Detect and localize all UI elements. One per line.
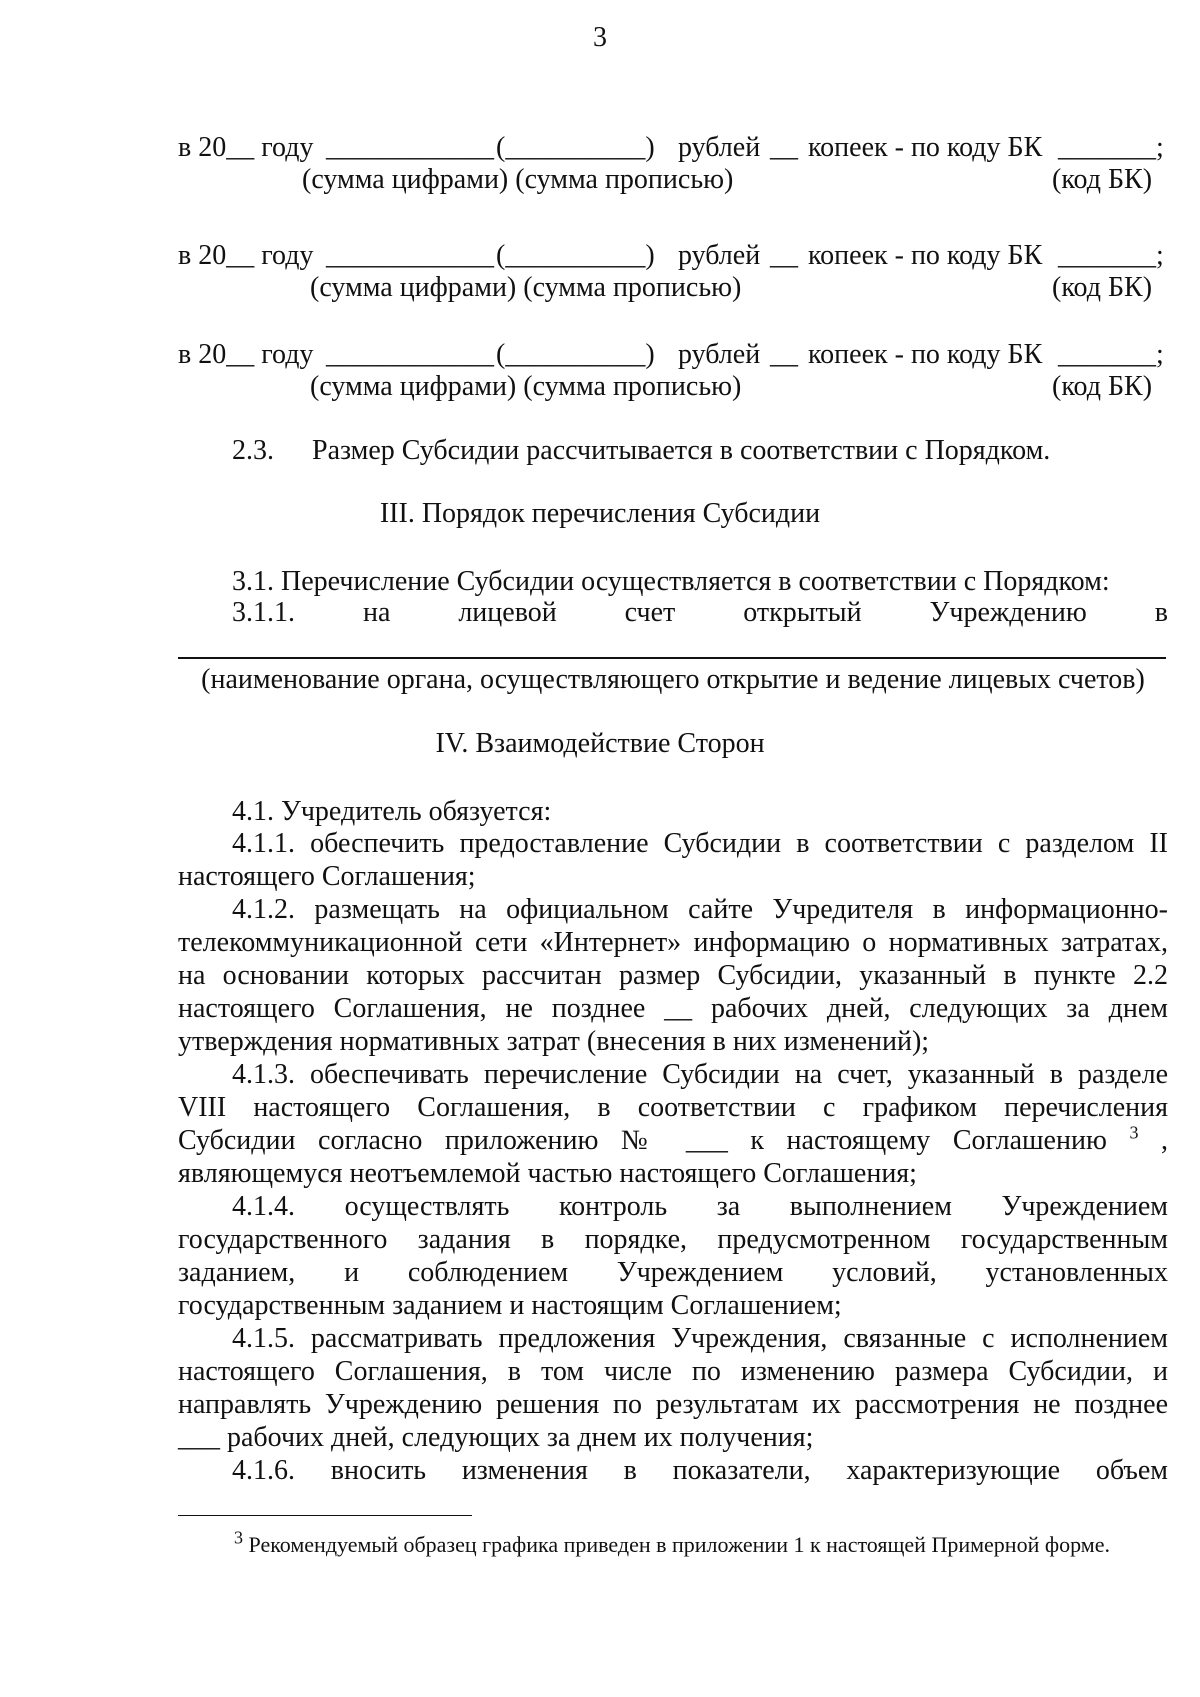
year-prefix: в 20__ году [178, 132, 314, 163]
rubles-label: рублей [678, 339, 761, 370]
clause-4-1-2-line: телекоммуникационной сети «Интернет» информацию о нормативных затратах, [178, 927, 1168, 958]
budget-row-1 [178, 131, 1168, 165]
clause-4-1-5-line: настоящего Соглашения, в том числе по изменению размера Субсидии, и [178, 1356, 1168, 1387]
rubles-label: рублей [678, 240, 761, 271]
clause-3-1: 3.1. Перечисление Субсидии осуществляется в соответствии с Порядком: [232, 566, 1110, 597]
budget-caption-3 [0, 370, 1200, 404]
clause-4-1-5-line: 4.1.5. рассматривать предложения Учреждения, связанные с исполнением [232, 1323, 1168, 1354]
caption-amount: (сумма цифрами) (сумма прописью) [302, 164, 734, 195]
page-number: 3 [593, 22, 607, 53]
budget-row-3 [178, 338, 1168, 372]
caption-code: (код БК) [1052, 371, 1153, 402]
budget-caption-1 [0, 163, 1200, 197]
caption-code: (код БК) [1052, 272, 1153, 303]
amount-blank: ____________ [326, 132, 494, 163]
clause-3-1-1-word: открытый [743, 597, 862, 628]
clause-4-1-6-line: 4.1.6. вносить изменения в показатели, характеризующие объем [232, 1455, 1168, 1486]
footnote [234, 1527, 1110, 1558]
organ-caption: (наименование органа, осуществляющего открытие и ведение лицевых счетов) [201, 664, 1145, 695]
clause-4-1-3-line-end: , [1161, 1125, 1168, 1156]
clause-4-1-3-line: являющемуся неотъемлемой частью настоящего Соглашения; [178, 1158, 917, 1189]
footnote-mark: 3 [234, 1527, 243, 1548]
clause-4-1-3-line: VIII настоящего Соглашения, в соответствии с графиком перечисления [178, 1092, 1168, 1123]
section-4-heading: IV. Взаимодействие Сторон [435, 728, 765, 759]
year-prefix: в 20__ году [178, 240, 314, 271]
kopeks-label: копеек - по коду БК [808, 240, 1043, 271]
organ-name-line [178, 657, 1166, 659]
amount-blank: ____________ [326, 339, 494, 370]
clause-4-1-1-line: настоящего Соглашения; [178, 861, 476, 892]
clause-4-1-5-line: ___ рабочих дней, следующих за днем их получения; [178, 1422, 814, 1453]
footnote-text: Рекомендуемый образец графика приведен в приложении 1 к настоящей Примерной форме. [248, 1532, 1110, 1557]
caption-amount: (сумма цифрами) (сумма прописью) [310, 272, 742, 303]
clause-4-1-2-line: утверждения нормативных затрат (внесения в них изменений); [178, 1026, 930, 1057]
kopeks-blank: __ [770, 339, 798, 370]
clause-3-1-1-word: в [1154, 597, 1168, 628]
clause-3-1-1-word: 3.1.1. [232, 597, 295, 628]
clause-4-1-5-line: направлять Учреждению решения по результатам их рассмотрения не позднее [178, 1389, 1168, 1420]
clause-3-1-1-word: Учреждению [929, 597, 1087, 628]
clause-4-1-4-line: государственным заданием и настоящим Соглашением; [178, 1290, 842, 1321]
clause-4-1-3-line: 4.1.3. обеспечивать перечисление Субсидии на счет, указанный в разделе [232, 1059, 1168, 1090]
caption-code: (код БК) [1052, 164, 1153, 195]
kopeks-blank: __ [770, 240, 798, 271]
clause-4-1: 4.1. Учредитель обязуется: [232, 796, 552, 827]
kopeks-blank: __ [770, 132, 798, 163]
clause-4-1-2-line: настоящего Соглашения, не позднее __ рабочих дней, следующих за днем [178, 993, 1168, 1024]
clause-4-1-4-line: государственного задания в порядке, предусмотренном государственным [178, 1224, 1168, 1255]
section-3-heading: III. Порядок перечисления Субсидии [379, 498, 821, 529]
words-blank: (__________) [496, 132, 655, 163]
caption-amount: (сумма цифрами) (сумма прописью) [310, 371, 742, 402]
words-blank: (__________) [496, 240, 655, 271]
clause-4-1-1-line: 4.1.1. обеспечить предоставление Субсидии в соответствии с разделом II [232, 828, 1168, 859]
footnote-reference: 3 [1129, 1122, 1139, 1143]
clause-4-1-2-line: на основании которых рассчитан размер Субсидии, указанный в пункте 2.2 [178, 960, 1168, 991]
clause-2-3-text: Размер Субсидии рассчитывается в соответствии с Порядком. [312, 435, 1051, 466]
clause-2-3-number: 2.3. [232, 435, 274, 466]
clause-3-1-1-word: счет [624, 597, 676, 628]
kopeks-label: копеек - по коду БК [808, 339, 1043, 370]
amount-blank: ____________ [326, 240, 494, 271]
code-blank: _______; [1058, 132, 1164, 163]
clause-3-1-1-word: лицевой [458, 597, 557, 628]
year-prefix: в 20__ году [178, 339, 314, 370]
clause-3-1-1-word: на [362, 597, 391, 628]
budget-row-2 [178, 239, 1168, 273]
clause-4-1-3-line-text: Субсидии согласно приложению № ___ к настоящему Соглашению [178, 1125, 1107, 1156]
words-blank: (__________) [496, 339, 655, 370]
clause-4-1-4-line: заданием, и соблюдением Учреждением условий, установленных [178, 1257, 1168, 1288]
rubles-label: рублей [678, 132, 761, 163]
budget-caption-2 [0, 271, 1200, 305]
clause-4-1-3-line [178, 1122, 1168, 1158]
code-blank: _______; [1058, 240, 1164, 271]
clause-3-1-1 [232, 596, 1168, 630]
footnote-separator [178, 1515, 472, 1516]
clause-4-1-4-line: 4.1.4. осуществлять контроль за выполнением Учреждением [232, 1191, 1168, 1222]
kopeks-label: копеек - по коду БК [808, 132, 1043, 163]
code-blank: _______; [1058, 339, 1164, 370]
clause-4-1-2-line: 4.1.2. размещать на официальном сайте Учредителя в информационно- [232, 894, 1168, 925]
